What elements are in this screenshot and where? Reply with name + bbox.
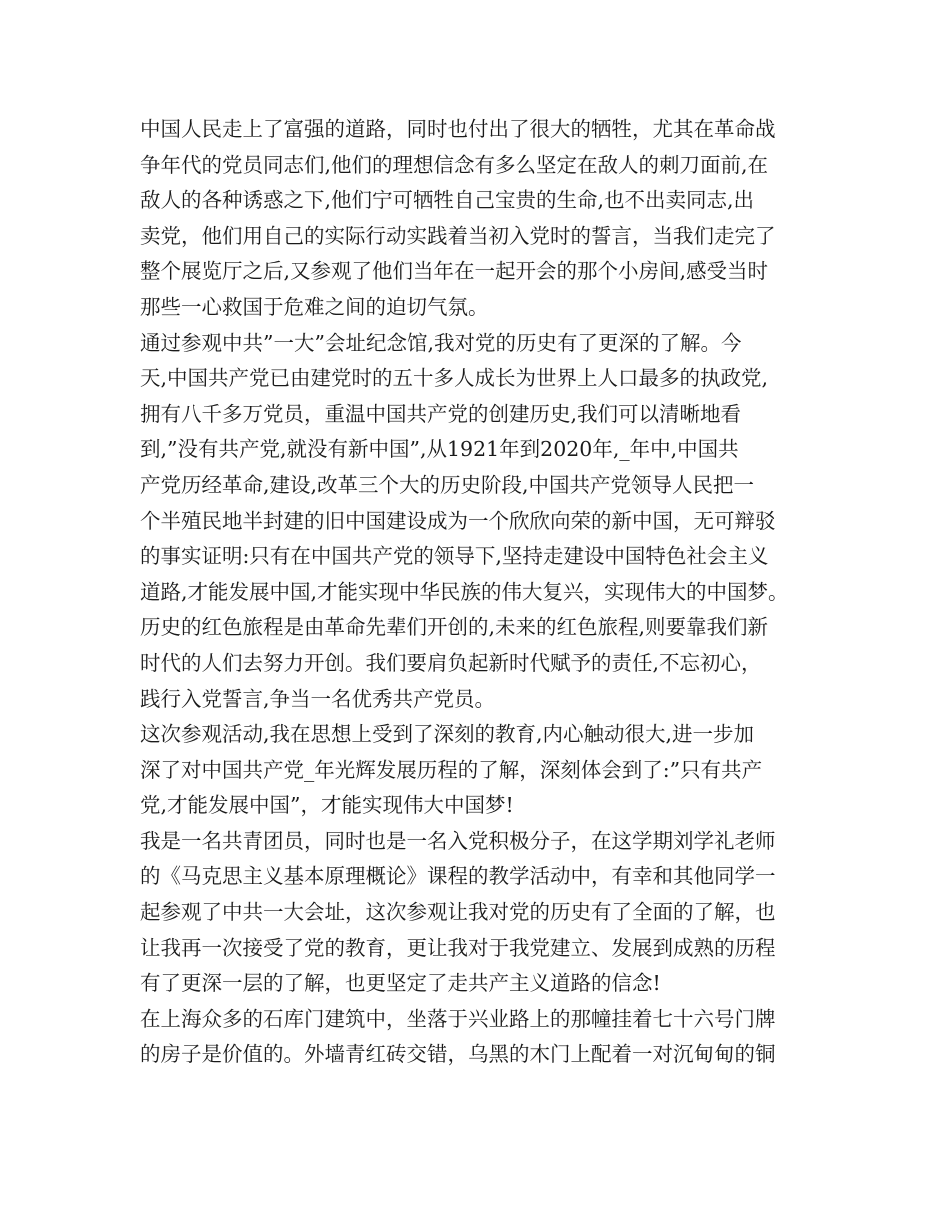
text-line: 历史的红色旅程是由革命先辈们开创的,未来的红色旅程,则要靠我们新	[140, 615, 769, 640]
text-line: 拥有八千多万党员，重温中国共产党的创建历史,我们可以清晰地看	[140, 401, 742, 426]
text-line: 让我再一次接受了党的教育，更让我对于我党建立、发展到成熟的历程	[140, 935, 776, 960]
text-line: 的《马克思主义基本原理概论》课程的教学活动中，有幸和其他同学一	[140, 864, 776, 889]
body-text	[140, 112, 830, 1073]
text-line: 有了更深一层的了解，也更坚定了走共产主义道路的信念!	[140, 971, 661, 996]
text-line: 个半殖民地半封建的旧中国建设成为一个欣欣向荣的新中国，无可辩驳	[140, 508, 776, 533]
text-line: 我是一名共青团员，同时也是一名入党积极分子，在这学期刘学礼老师	[140, 828, 776, 853]
text-line: 那些一心救国于危难之间的迫切气氛。	[140, 294, 489, 319]
text-line: 的房子是价值的。外墙青红砖交错，乌黑的木门上配着一对沉甸甸的铜	[140, 1042, 776, 1067]
text-line: 到,”没有共产党,就没有新中国”,从1921年到2020年,_年中,中国共	[140, 437, 739, 462]
text-line: 产党历经革命,建设,改革三个大的历史阶段,中国共产党领导人民把一	[140, 472, 755, 497]
text-line: 践行入党誓言,争当一名优秀共产党员。	[140, 686, 496, 711]
text-line: 争年代的党员同志们,他们的理想信念有多么坚定在敌人的刺刀面前,在	[140, 152, 769, 177]
text-line: 整个展览厅之后,又参观了他们当年在一起开会的那个小房间,感受当时	[140, 259, 769, 284]
text-line: 道路,才能发展中国,才能实现中华民族的伟大复兴，实现伟大的中国梦。	[140, 579, 789, 604]
text-line: 通过参观中共”一大”会址纪念馆,我对党的历史有了更深的了解。今	[140, 330, 742, 355]
text-line: 深了对中国共产党_年光辉发展历程的了解，深刻体会到了:”只有共产	[140, 757, 763, 782]
text-line: 敌人的各种诱惑之下,他们宁可牺牲自己宝贵的生命,也不出卖同志,出	[140, 188, 755, 213]
text-line: 的事实证明:只有在中国共产党的领导下,坚持走建设中国特色社会主义	[140, 544, 769, 569]
text-line: 这次参观活动,我在思想上受到了深刻的教育,内心触动很大,进一步加	[140, 722, 755, 747]
text-line: 中国人民走上了富强的道路，同时也付出了很大的牺牲，尤其在革命战	[140, 117, 776, 141]
text-line: 卖党，他们用自己的实际行动实践着当初入党时的誓言，当我们走完了	[140, 223, 776, 248]
text-line: 起参观了中共一大会址，这次参观让我对党的历史有了全面的了解，也	[140, 900, 776, 925]
text-line: 时代的人们去努力开创。我们要肩负起新时代赋予的责任,不忘初心，	[140, 650, 762, 675]
text-line: 党,才能发展中国”，才能实现伟大中国梦!	[140, 793, 514, 818]
text-line: 天,中国共产党已由建党时的五十多人成长为世界上人口最多的执政党,	[140, 366, 769, 391]
text-line: 在上海众多的石库门建筑中，坐落于兴业路上的那幢挂着七十六号门牌	[140, 1006, 776, 1031]
